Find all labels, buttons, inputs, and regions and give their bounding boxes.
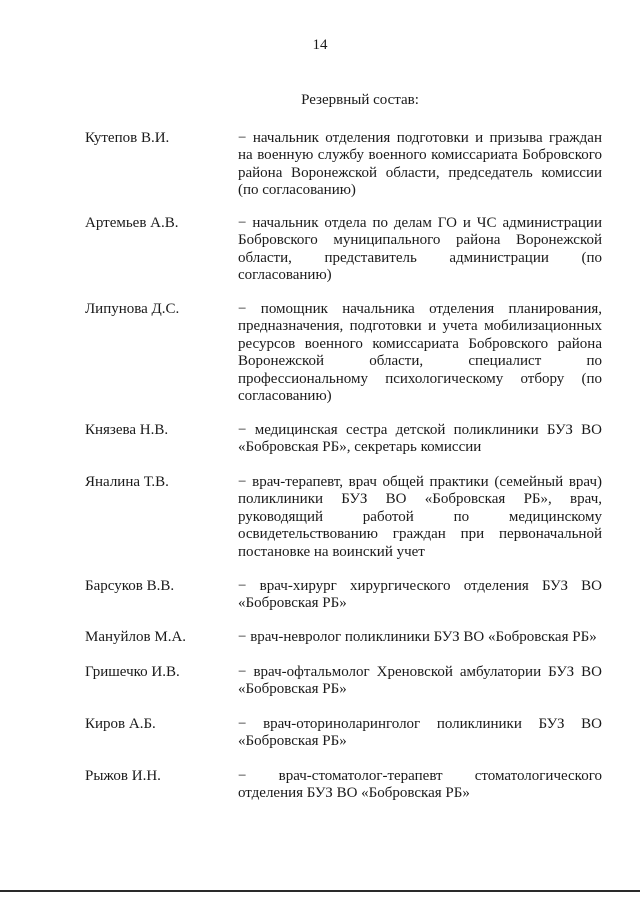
member-role: − начальник отдела по делам ГО и ЧС администрации Бобровского муниципального района Воронежской области, представитель администрации (по согласованию) <box>238 215 602 284</box>
member-name: Барсуков В.В. <box>85 578 175 594</box>
member-name: Липунова Д.С. <box>85 301 180 317</box>
member-name: Артемьев А.В. <box>85 215 179 231</box>
member-role: − помощник начальника отделения планирования, предназначения, подготовки и учета мобилизационных ресурсов военного комиссариата Бобровского района Воронежской области, специалист по профессиональному психологическому отбору (по согласованию) <box>238 301 602 405</box>
section-heading: Резервный состав: <box>301 92 419 108</box>
member-role: − врач-терапевт, врач общей практики (семейный врач) поликлиники БУЗ ВО «Бобровская РБ», врач, руководящий работой по медицинскому освидетельствованию граждан при первоначальной постановке на воинский учет <box>238 474 602 560</box>
member-role: − врач-офтальмолог Хреновской амбулатории БУЗ ВО «Бобровская РБ» <box>238 664 602 698</box>
member-name: Рыжов И.Н. <box>85 768 161 784</box>
member-role: − врач-стоматолог-терапевт стоматологического отделения БУЗ ВО «Бобровская РБ» <box>238 768 602 802</box>
member-name: Гришечко И.В. <box>85 664 180 680</box>
member-role: − врач-невролог поликлиники БУЗ ВО «Бобровская РБ» <box>238 629 597 645</box>
member-name: Мануйлов М.А. <box>85 629 187 645</box>
member-role: − медицинская сестра детской поликлиники БУЗ ВО «Бобровская РБ», секретарь комиссии <box>238 422 602 456</box>
page-number: 14 <box>312 37 328 53</box>
member-role: − начальник отделения подготовки и призыва граждан на военную службу военного комиссариата Бобровского района Воронежской области, председатель комиссии (по согласованию) <box>238 130 602 199</box>
member-name: Яналина Т.В. <box>85 474 169 490</box>
member-name: Князева Н.В. <box>85 422 169 438</box>
member-role: − врач-оториноларинголог поликлиники БУЗ ВО «Бобровская РБ» <box>238 716 602 750</box>
member-name: Кутепов В.И. <box>85 130 170 146</box>
member-role: − врач-хирург хирургического отделения БУЗ ВО «Бобровская РБ» <box>238 578 602 612</box>
scan-edge-line <box>0 890 640 892</box>
member-name: Киров А.Б. <box>85 716 156 732</box>
